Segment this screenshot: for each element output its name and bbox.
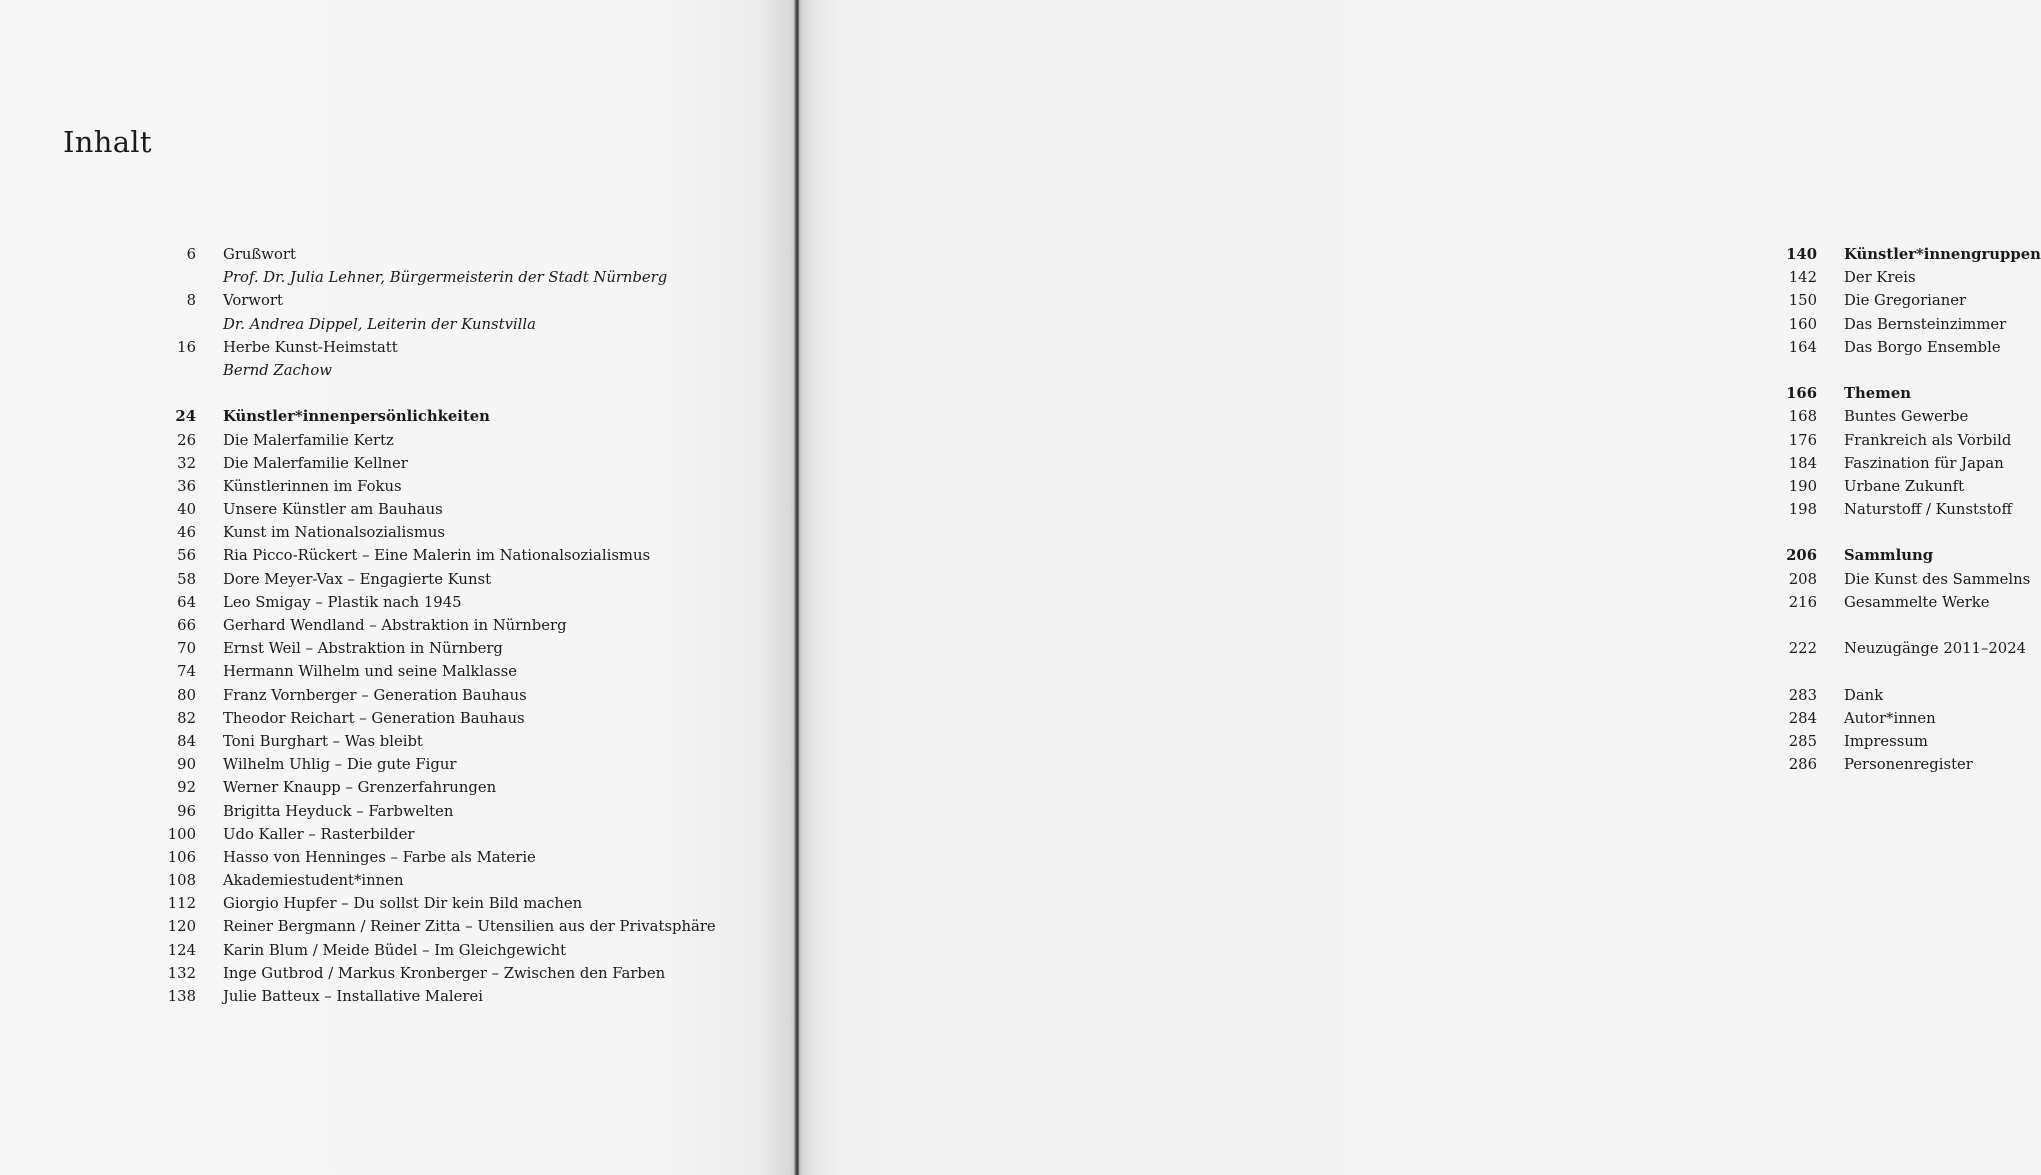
toc-page-number: 284 (1788, 709, 1817, 727)
toc-entry-title: Dr. Andrea Dippel, Leiterin der Kunstvilla (223, 315, 536, 333)
toc-page-number (150, 359, 196, 382)
toc-section-heading (1757, 382, 2041, 405)
toc-page-number: 206 (1786, 547, 1817, 565)
toc-page-number: 190 (1788, 477, 1817, 495)
toc-entry (150, 521, 716, 544)
toc-right-column (1757, 243, 2041, 776)
toc-entry (150, 776, 716, 799)
toc-entry-title: Ernst Weil – Abstraktion in Nürnberg (223, 640, 503, 658)
toc-entry (150, 591, 716, 614)
toc-entry-title: Die Kunst des Sammelns (1844, 570, 2031, 588)
toc-page-number: 96 (177, 802, 196, 820)
toc-page-number: 120 (167, 918, 196, 936)
toc-entry (1757, 730, 2041, 753)
toc-entry-title: Naturstoff / Kunststoff (1844, 501, 2012, 519)
toc-section-heading (1757, 243, 2041, 266)
toc-page-number: 176 (1788, 431, 1817, 449)
toc-entry (1757, 289, 2041, 312)
toc-entry (150, 498, 716, 521)
toc-section-heading (150, 405, 716, 428)
toc-page-number: 8 (186, 292, 196, 310)
toc-page-number: 142 (1788, 269, 1817, 287)
toc-entry (1757, 429, 2041, 452)
toc-spacer (1757, 660, 2041, 683)
toc-page-number: 160 (1788, 315, 1817, 333)
toc-page-number: 108 (167, 872, 196, 890)
toc-section-heading (1757, 544, 2041, 567)
toc-entry (150, 475, 716, 498)
toc-page-number: 285 (1788, 732, 1817, 750)
toc-page-number: 56 (177, 547, 196, 565)
toc-entry (1757, 336, 2041, 359)
toc-page-number: 150 (1788, 292, 1817, 310)
toc-entry (150, 730, 716, 753)
toc-entry (1757, 475, 2041, 498)
toc-entry-title: Vorwort (223, 292, 283, 310)
toc-entry-title: Kunst im Nationalsozialismus (223, 524, 446, 542)
book-gutter (794, 0, 799, 1175)
toc-entry (150, 892, 716, 915)
toc-page-number: 124 (167, 941, 196, 959)
toc-page-number: 70 (177, 640, 196, 658)
toc-entry-title: Neuzugänge 2011–2024 (1844, 640, 2027, 658)
toc-entry-title: Autor*innen (1844, 709, 1936, 727)
toc-entry (150, 684, 716, 707)
toc-entry-title: Hermann Wilhelm und seine Malklasse (223, 663, 517, 681)
toc-page-number: 138 (167, 988, 196, 1005)
toc-page-number: 184 (1788, 454, 1817, 472)
toc-entry (1757, 498, 2041, 521)
page-title: Inhalt (63, 125, 152, 159)
toc-spacer (150, 382, 716, 405)
toc-entry (1757, 591, 2041, 614)
toc-page-number: 6 (186, 246, 196, 263)
toc-entry (150, 823, 716, 846)
toc-entry-title: Sammlung (1844, 547, 1934, 565)
toc-entry (150, 452, 716, 475)
toc-spacer (1757, 359, 2041, 382)
toc-entry-title: Personenregister (1844, 756, 1973, 774)
toc-entry-title: Grußwort (223, 246, 296, 263)
toc-page-number: 46 (177, 524, 196, 542)
toc-page-number: 112 (167, 895, 196, 913)
toc-entry-title: Reiner Bergmann / Reiner Zitta – Utensilien aus der Privatsphäre (223, 918, 716, 936)
toc-entry-title: Künstler*innengruppen (1844, 246, 2041, 263)
toc-page-number: 168 (1788, 408, 1817, 426)
toc-entry-title: Frankreich als Vorbild (1844, 431, 2012, 449)
toc-page-number: 216 (1788, 593, 1817, 611)
toc-spacer (1757, 521, 2041, 544)
toc-entry-title: Künstlerinnen im Fokus (223, 477, 402, 495)
toc-entry (1757, 266, 2041, 289)
toc-page-number: 26 (177, 431, 196, 449)
toc-page-number: 198 (1788, 501, 1817, 519)
toc-entry-title: Gesammelte Werke (1844, 593, 1990, 611)
toc-page-number: 166 (1786, 385, 1817, 403)
toc-entry (150, 869, 716, 892)
toc-entry-title: Der Kreis (1844, 269, 1916, 287)
toc-entry-title: Themen (1844, 385, 1912, 403)
toc-entry-title: Prof. Dr. Julia Lehner, Bürgermeisterin der Stadt Nürnberg (223, 269, 668, 287)
toc-page-number: 82 (177, 709, 196, 727)
toc-page-number: 64 (177, 593, 196, 611)
toc-entry-title: Die Gregorianer (1844, 292, 1967, 310)
toc-entry (1757, 684, 2041, 707)
toc-entry-title: Brigitta Heyduck – Farbwelten (223, 802, 454, 820)
toc-page-number: 164 (1788, 338, 1817, 356)
toc-entry-title: Das Bernsteinzimmer (1844, 315, 2007, 333)
toc-entry (1757, 637, 2041, 660)
toc-entry (150, 753, 716, 776)
toc-page-number: 40 (177, 501, 196, 519)
toc-entry-title: Ria Picco-Rückert – Eine Malerin im Nationalsozialismus (223, 547, 651, 565)
toc-entry (150, 915, 716, 938)
toc-entry-title: Herbe Kunst-Heimstatt (223, 338, 398, 356)
toc-page-number: 90 (177, 756, 196, 774)
toc-entry-title: Werner Knaupp – Grenzerfahrungen (223, 779, 497, 797)
toc-entry (1757, 452, 2041, 475)
toc-entry (1757, 753, 2041, 776)
toc-page-number: 84 (177, 732, 196, 750)
toc-entry (150, 243, 716, 266)
toc-page-number: 208 (1788, 570, 1817, 588)
toc-entry-title: Die Malerfamilie Kellner (223, 454, 408, 472)
toc-page-number: 100 (167, 825, 196, 843)
toc-entry-title: Künstler*innenpersönlichkeiten (223, 408, 490, 426)
toc-entry (150, 336, 716, 359)
toc-entry-title: Dore Meyer-Vax – Engagierte Kunst (223, 570, 492, 588)
toc-entry (150, 939, 716, 962)
toc-entry-title: Faszination für Japan (1844, 454, 2004, 472)
toc-entry-title: Udo Kaller – Rasterbilder (223, 825, 415, 843)
toc-page-number: 36 (177, 477, 196, 495)
toc-entry (150, 962, 716, 985)
toc-entry (1757, 405, 2041, 428)
toc-entry (150, 614, 716, 637)
toc-entry (150, 846, 716, 869)
toc-entry-title: Gerhard Wendland – Abstraktion in Nürnberg (223, 617, 567, 634)
toc-page-number: 66 (177, 617, 196, 634)
toc-entry (150, 289, 716, 312)
toc-entry (150, 544, 716, 567)
toc-entry-title: Inge Gutbrod / Markus Kronberger – Zwischen den Farben (223, 964, 666, 982)
toc-entry-title: Die Malerfamilie Kertz (223, 431, 394, 449)
toc-entry-title: Giorgio Hupfer – Du sollst Dir kein Bild machen (223, 895, 583, 913)
toc-entry-title: Karin Blum / Meide Büdel – Im Gleichgewicht (223, 941, 567, 959)
toc-page-number: 92 (177, 779, 196, 797)
toc-entry (150, 660, 716, 683)
toc-entry (150, 985, 716, 1008)
toc-entry (150, 568, 716, 591)
toc-author-line (150, 313, 716, 336)
toc-page-number: 222 (1788, 640, 1817, 658)
toc-entry-title: Urbane Zukunft (1844, 477, 1965, 495)
toc-page-number: 140 (1786, 246, 1817, 263)
toc-entry-title: Franz Vornberger – Generation Bauhaus (223, 686, 527, 704)
toc-author-line (150, 359, 716, 382)
toc-entry-title: Unsere Künstler am Bauhaus (223, 501, 443, 519)
toc-page-number: 74 (177, 663, 196, 681)
toc-entry (150, 800, 716, 823)
left-page (0, 0, 797, 1175)
toc-entry-title: Julie Batteux – Installative Malerei (223, 988, 483, 1005)
toc-entry-title: Theodor Reichart – Generation Bauhaus (223, 709, 525, 727)
toc-page-number: 16 (177, 338, 196, 356)
toc-entry (1757, 313, 2041, 336)
toc-entry-title: Akademiestudent*innen (223, 872, 404, 890)
toc-left-column (150, 243, 716, 1008)
toc-page-number: 24 (175, 408, 196, 426)
toc-author-line (150, 266, 716, 289)
toc-entry (1757, 568, 2041, 591)
toc-entry-title: Wilhelm Uhlig – Die gute Figur (223, 756, 457, 774)
toc-page-number: 106 (167, 848, 196, 866)
toc-page-number: 283 (1788, 686, 1817, 704)
toc-entry-title: Dank (1844, 686, 1884, 704)
toc-page-number (150, 266, 196, 289)
toc-entry-title: Leo Smigay – Plastik nach 1945 (223, 593, 462, 611)
toc-entry (150, 707, 716, 730)
toc-entry (1757, 707, 2041, 730)
toc-entry (150, 429, 716, 452)
toc-page-number: 32 (177, 454, 196, 472)
right-page (797, 0, 2041, 1175)
toc-page-number: 132 (167, 964, 196, 982)
toc-spacer (1757, 614, 2041, 637)
toc-entry-title: Hasso von Henninges – Farbe als Materie (223, 848, 536, 866)
toc-entry-title: Das Borgo Ensemble (1844, 338, 2001, 356)
toc-page-number: 58 (177, 570, 196, 588)
toc-entry-title: Buntes Gewerbe (1844, 408, 1969, 426)
toc-entry-title: Toni Burghart – Was bleibt (223, 732, 423, 750)
toc-entry-title: Impressum (1844, 732, 1928, 750)
toc-entry (150, 637, 716, 660)
toc-page-number (150, 313, 196, 336)
toc-page-number: 80 (177, 686, 196, 704)
toc-entry-title: Bernd Zachow (223, 361, 332, 379)
toc-page-number: 286 (1788, 756, 1817, 774)
